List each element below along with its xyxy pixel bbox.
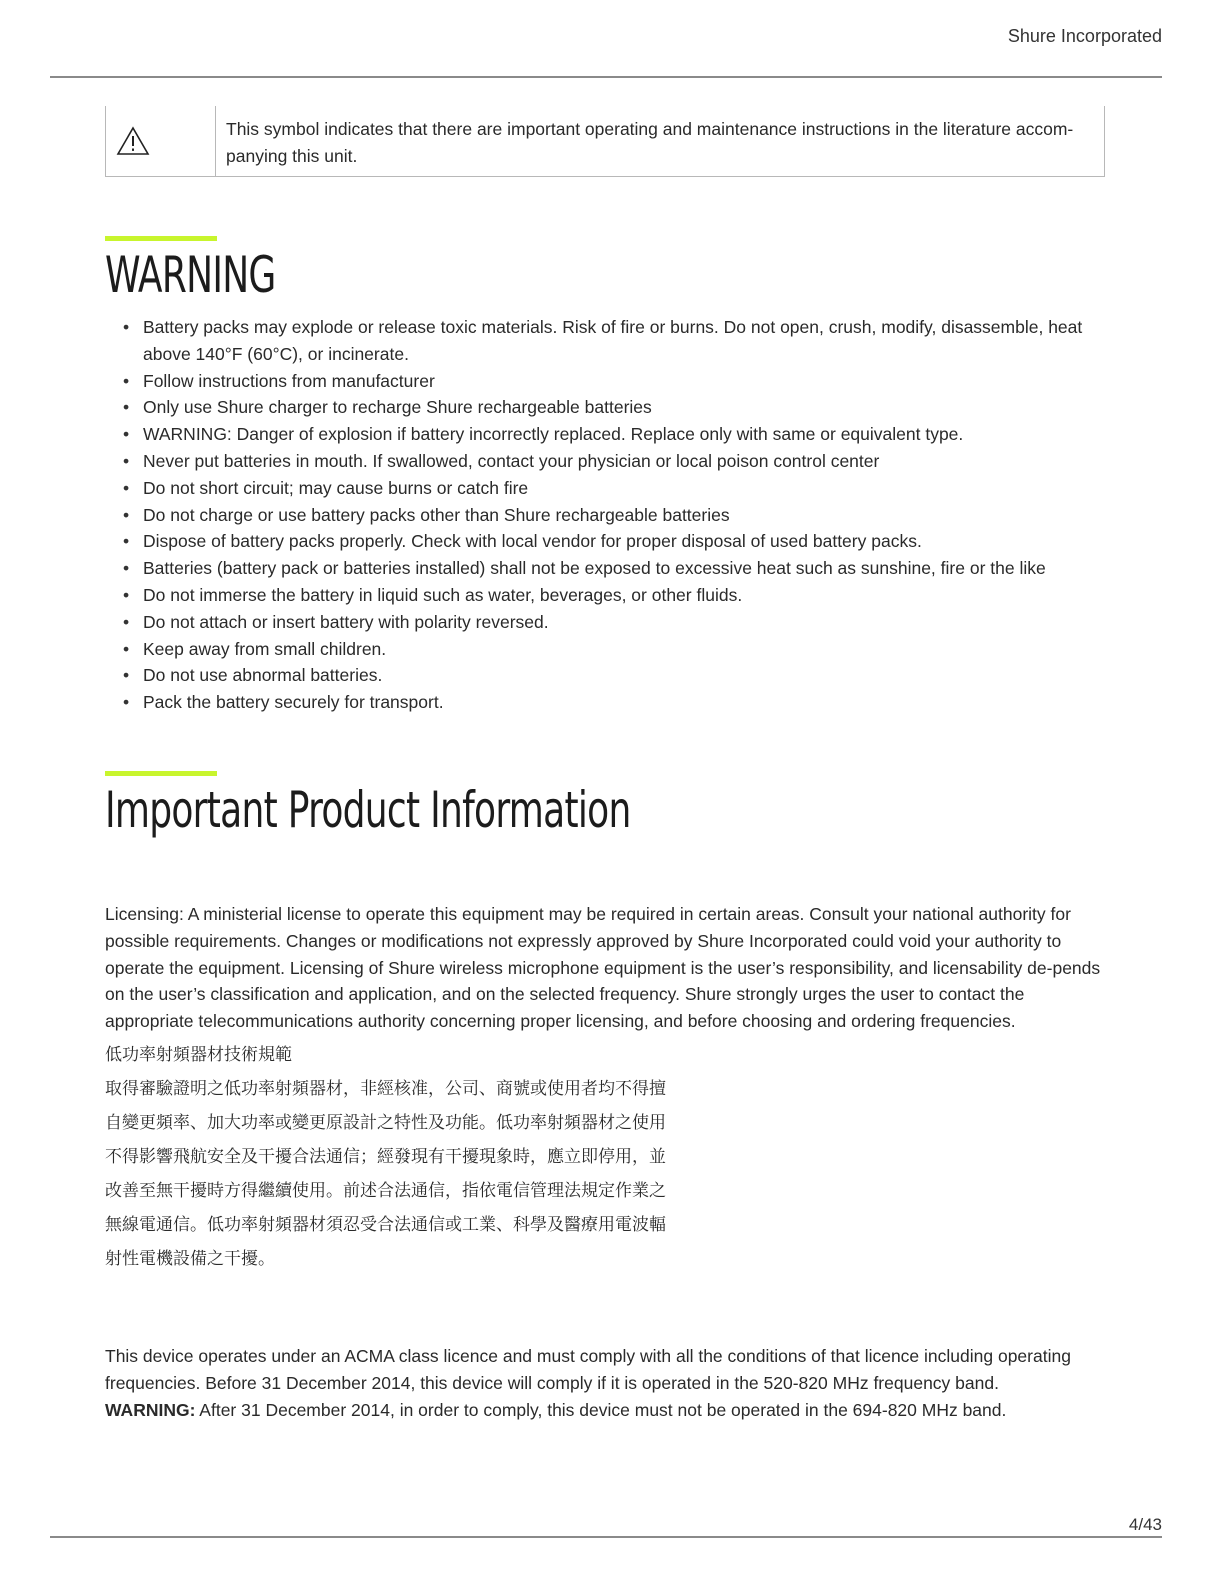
acma-text: This device operates under an ACMA class licence and must comply with all the conditions of that licence including operating frequencies. Before 31 December 2014, this device will comply if it is operated in the 520-820 MHz frequency band. — [105, 1346, 1071, 1393]
header-company: Shure Incorporated — [1007, 26, 1162, 46]
licensing-paragraph: Licensing: A ministerial license to operate this equipment may be required in certain areas. Consult your national authority for possible requirements. Changes or modifications not expressly approved by Shure Incorporated could void your authority to operate the equipment. Licensing of Shure wireless microphone equipment is the user’s responsibility, and licensability de-pends on the user’s classification and application, and on the selected frequency. Shure strongly urges the user to contact the appropriate telecommunications authority concerning proper licensing, and before choosing and ordering frequencies. — [105, 904, 1101, 1032]
list-item: • Do not attach or insert battery with polarity reversed. — [105, 609, 1115, 636]
page-number: 4/43 — [1128, 1515, 1162, 1534]
chinese-line: 無線電通信。低功率射頻器材須忍受合法通信或工業、科學及醫療用電波輻 — [105, 1215, 666, 1235]
product-info-heading: Important Product Information — [105, 781, 631, 839]
list-item: • Follow instructions from manufacturer — [105, 368, 1115, 395]
list-item: • WARNING: Danger of explosion if battery incorrectly replaced. Replace only with same or equivalent type. — [105, 421, 1115, 448]
warning-triangle-icon — [116, 126, 150, 156]
acma-warning-text: After 31 December 2014, in order to comply, this device must not be operated in the 694-820 MHz band. — [195, 1399, 1007, 1420]
warning-heading: WARNING — [105, 246, 276, 304]
chinese-regulation-block — [105, 1038, 705, 1276]
chinese-line: 射性電機設備之干擾。 — [105, 1249, 275, 1269]
product-info-accent-bar — [105, 771, 217, 776]
footer-divider — [50, 1536, 1162, 1538]
chinese-line: 自變更頻率、加大功率或變更原設計之特性及功能。低功率射頻器材之使用 — [105, 1113, 666, 1133]
acma-paragraph — [105, 1343, 1105, 1423]
list-item: • Keep away from small children. — [105, 636, 1115, 663]
list-item: • Dispose of battery packs properly. Check with local vendor for proper disposal of used battery packs. — [105, 528, 1115, 555]
list-item: • Do not immerse the battery in liquid such as water, beverages, or other fluids. — [105, 582, 1115, 609]
chinese-line: 低功率射頻器材技術規範 — [105, 1045, 292, 1065]
symbol-cell — [106, 106, 216, 176]
list-item: • Never put batteries in mouth. If swallowed, contact your physician or local poison control center — [105, 448, 1115, 475]
acma-warning-label: WARNING: — [105, 1399, 196, 1420]
symbol-description: This symbol indicates that there are important operating and maintenance instructions in the literature accom-panying this unit. — [226, 119, 1074, 166]
warning-list — [105, 314, 1115, 716]
symbol-table — [105, 106, 1105, 177]
list-item: • Do not short circuit; may cause burns or catch fire — [105, 475, 1115, 502]
chinese-line: 取得審驗證明之低功率射頻器材，非經核准，公司、商號或使用者均不得擅 — [105, 1079, 666, 1099]
chinese-line: 不得影響飛航安全及干擾合法通信；經發現有干擾現象時，應立即停用，並 — [105, 1147, 666, 1167]
chinese-line: 改善至無干擾時方得繼續使用。前述合法通信，指依電信管理法規定作業之 — [105, 1181, 666, 1201]
header-divider — [50, 76, 1162, 78]
list-item: • Battery packs may explode or release toxic materials. Risk of fire or burns. Do not open, crush, modify, disassemble, heat above 140°F (60°C), or incinerate. — [105, 314, 1115, 368]
warning-accent-bar — [105, 236, 217, 241]
list-item: • Do not use abnormal batteries. — [105, 662, 1115, 689]
list-item: • Pack the battery securely for transport. — [105, 689, 1115, 716]
list-item: • Do not charge or use battery packs other than Shure rechargeable batteries — [105, 502, 1115, 529]
list-item: • Only use Shure charger to recharge Shure rechargeable batteries — [105, 394, 1115, 421]
list-item: • Batteries (battery pack or batteries installed) shall not be exposed to excessive heat such as sunshine, fire or the like — [105, 555, 1115, 582]
